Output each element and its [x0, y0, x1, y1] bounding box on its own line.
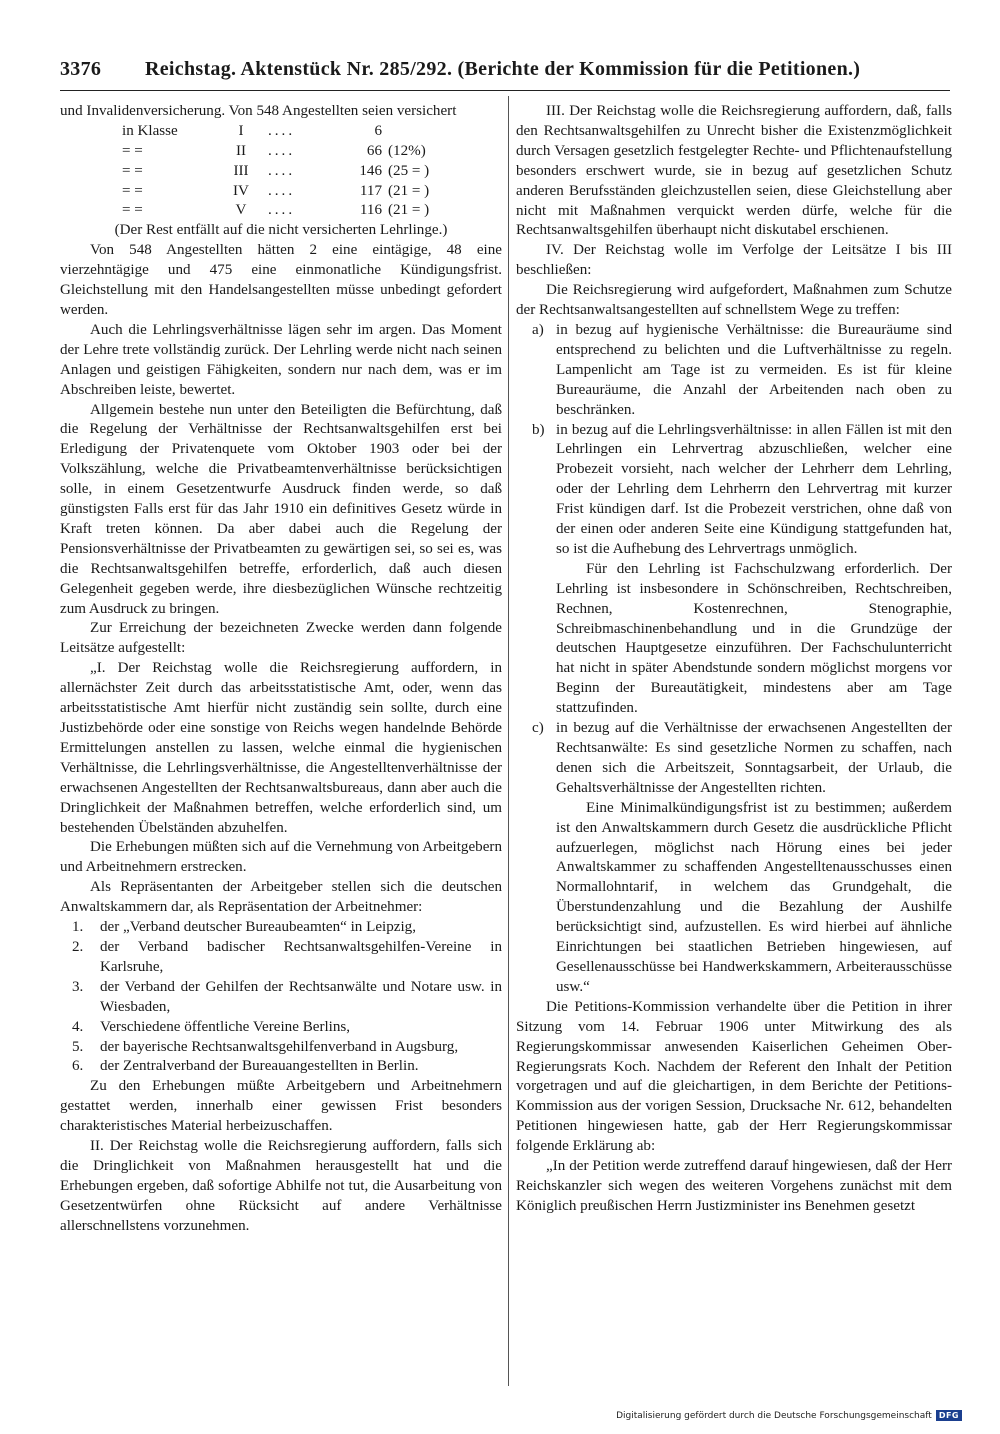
running-title: Reichstag. Aktenstück Nr. 285/292. (Berichte der Kommission für die Petitionen.) [145, 58, 861, 80]
paragraph: „In der Petition werde zutreffend darauf hingewiesen, daß der Herr Reichskanzler sich wegen des weiteren Vorgehens zunächst mit dem Königlich preußischen Herrn Justizminister ins Benehmen gesetzt [516, 1158, 952, 1214]
list-item: 3. der Verband der Gehilfen der Rechtsanwälte und Notare usw. in Wiesbaden, [72, 978, 502, 1015]
paragraph: Als Repräsentanten der Arbeitgeber stellen sich die deutschen Anwaltskammern dar, als Repräsentation der Arbeitnehmer: [60, 879, 502, 916]
page-number: 3376 [60, 58, 102, 80]
digitization-credit [616, 1410, 962, 1421]
paragraph: Zu den Erhebungen müßte Arbeitgebern und Arbeitnehmern gestattet werden, innerhalb einer gewissen Frist besonders charakteristisches Material herbeizuschaffen. [60, 1078, 502, 1135]
list-item: 6. der Zentralverband der Bureauangestellten in Berlin. [72, 1058, 419, 1075]
paragraph: Auch die Lehrlingsverhältnisse lägen sehr im argen. Das Moment der Lehre trete vollständig zurück. Der Lehrling werde nicht nach seinen Anlagen und geistigen Fähigkeiten, sondern nur nach dem, was er im Abschreiben leiste, bewertet. [60, 321, 502, 398]
list-item: 4. Verschiedene öffentliche Vereine Berlins, [72, 1018, 351, 1035]
sub-item-b: b) in bezug auf die Lehrlingsverhältnisse: in allen Fällen ist mit den Lehrlingen ein Lehrvertrag abzuschließen, welcher eine Probezeit vorsieht, nach welcher der Lehrherr dem Lehrling, oder der Lehrling dem Lehrherrn den Lehrvertrag mit kurzer Frist kündigen darf. Ist die Probezeit verstrichen, ohne daß von der einen oder anderen Seite eine Kündigung stattgefunden hat, so ist die Aufhebung des Lehrvertrags unmöglich. Für den Lehrling ist Fachschulzwang erforderlich. Der Lehrling ist insbesondere in Schönschreiben, Rechtschreiben, Rechnen, Kostenrechnen, Stenographie, Schreibmaschinenbehandlung und in die Grundzüge der deutschen Hauptgesetze einzuführen. Der Fachschulunterricht hat nicht in später Abendstunde sondern möglichst morgens vor Beginn der Bureautätigkeit, mindestens aber am Tage stattzufinden. [532, 421, 952, 717]
paragraph: und Invalidenversicherung. Von 548 Angestellten seien versichert [60, 103, 457, 119]
header-rule [60, 90, 950, 91]
paragraph: Die Reichsregierung wird aufgefordert, Maßnahmen zum Schutze der Rechtsanwaltsangestellten auf schnellstem Wege zu treffen: [516, 282, 952, 319]
organization-list [60, 918, 502, 1077]
paragraph: Von 548 Angestellten hätten 2 eine eintägige, 48 eine vierzehntägige und 475 eine einmonatliche Kündigungsfrist. Gleichstellung mit den Handelsangestellten müsse unbedingt gefordert werden. [60, 242, 502, 318]
right-column [516, 102, 952, 1217]
table-row: = = II .... 66 (12%) [122, 142, 426, 159]
left-column [60, 102, 502, 1237]
list-item: 2. der Verband badischer Rechtsanwaltsgehilfen-Vereine in Karlsruhe, [72, 938, 502, 975]
table-row: in Klasse I .... 6 [122, 122, 382, 139]
leitsatz-1: „I. Der Reichstag wolle die Reichsregierung auffordern, in allernächster Zeit durch das arbeitsstatistische Amt, oder, wenn das arbeitsstatistische Amt hierfür nicht zuständig sein sollte, durch eine Justizbehörde oder eine sonstige von Reichs wegen handelnde Behörde Ermittelungen anstellen zu lassen, welche einmal die hygienischen Verhältnisse, die Lehrlingsverhältnisse, die Angestelltenverhältnisse der erwachsenen Angestellten der Rechtsanwaltsbureaus, dann aber auch die Dringlichkeit der Maßnahmen betreffen, welche erforderlich sind, um bestehenden Übelständen abzuhelfen. [60, 660, 502, 836]
sub-item-a: a) in bezug auf hygienische Verhältnisse: die Bureauräume sind entsprechend zu belichten und die Luftverhältnisse zu regeln. Lampenlicht am Tage ist zu vermeiden. Es ist für kleine Bureauräume, die Anzahl der Arbeitenden nach oben zu beschränken. [532, 321, 952, 418]
paragraph: Die Petitions-Kommission verhandelte über die Petition in ihrer Sitzung vom 14. Februar 1906 unter Mitwirkung des als Regierungskommissar anwesenden Kaiserlichen Geheimen Ober-Regierungsrats Koch. Nachdem der Referent den Inhalt der Petition vorgetragen und auf die gleichartigen, in dem Berichte der Petitions-Kommission aus der vorigen Session, Drucksache Nr. 612, behandelten Petitionen hingewiesen hatte, gab der Herr Regierungskommissar folgende Erklärung ab: [516, 998, 952, 1155]
leitsatz-3: III. Der Reichstag wolle die Reichsregierung auffordern, daß, falls den Rechtsanwaltsgehilfen zu Unrecht bisher die Existenzmöglichkeit durch Versagen gesetzlich festgelegter Rechte- und Pflichtenaufstellung besonders erschwert wurde, sie in bezug auf gesetzlichen Schutz anderen Berufsständen gleichzustellen seien, diese Gleichstellung aber nicht mit Maßnahmen verquickt werden dürfe, welche für die Rechtsanwaltsgehilfen überhaupt nicht diskutabel erschienen. [516, 103, 952, 239]
table-row: = = III .... 146 (25 = ) [122, 162, 430, 179]
dfg-logo: DFG [936, 1410, 962, 1421]
list-item: 1. der „Verband deutscher Bureaubeamten“ in Leipzig, [72, 919, 416, 936]
leitsatz-4: IV. Der Reichstag wolle im Verfolge der Leitsätze I bis III beschließen: [516, 242, 952, 279]
list-item: 5. der bayerische Rechtsanwaltsgehilfenverband in Augsburg, [72, 1038, 459, 1055]
paragraph: Zur Erreichung der bezeichneten Zwecke werden dann folgende Leitsätze aufgestellt: [60, 620, 502, 657]
table-row: = = IV .... 117 (21 = ) [122, 182, 430, 199]
leitsatz-2: II. Der Reichstag wolle die Reichsregierung auffordern, falls sich die Dringlichkeit von Maßnahmen herausgestellt hat und die Erhebungen ergeben, daß sofortige Abhilfe not tut, die Ausarbeitung von Gesetzentwürfen ohne Rücksicht auf andere Verhältnisse allerschnellstens vorzunehmen. [60, 1138, 502, 1234]
paragraph: (Der Rest entfällt auf die nicht versicherten Lehrlinge.) [114, 222, 448, 239]
credit-text: Digitalisierung gefördert durch die Deutsche Forschungsgemeinschaft [616, 1410, 932, 1421]
page-header [60, 58, 940, 88]
column-divider [508, 96, 509, 1386]
paragraph: Die Erhebungen müßten sich auf die Vernehmung von Arbeitgebern und Arbeitnehmern erstrecken. [60, 839, 502, 876]
paragraph: Allgemein bestehe nun unter den Beteiligten die Befürchtung, daß die Regelung der Verhältnisse der Rechtsanwaltsgehilfen erst bei Erledigung der Privatenquete vom Oktober 1903 oder bei der Volkszählung, welche die Privatbeamtenverhältnisse berücksichtigen solle, in einem Gesetzentwurfe Ausdruck finden werde, so daß günstigsten Falls erst für das Jahr 1910 ein definitives Gesetz würde in Kraft treten können. Da aber dabei auch die Regelung der Pensionsverhältnisse der Privatbeamten zu gewärtigen sei, so sei es, was die Rechtsanwaltsgehilfen betreffe, erforderlich, daß auch diesen Gelegenheit gegeben werde, ihre diesbezüglichen Wünsche rechtzeitig zum Ausdruck zu bringen. [60, 401, 502, 617]
insurance-class-table [122, 122, 502, 221]
table-row: = = V .... 116 (21 = ) [122, 202, 430, 219]
sub-item-c: c) in bezug auf die Verhältnisse der erwachsenen Angestellten der Rechtsanwälte: Es sind gesetzliche Normen zu schaffen, nach denen sich die Arbeitszeit, Sonntagsarbeit, der Urlaub, die Gehaltsverhältnisse der Angestellten richten. Eine Minimalkündigungsfrist ist zu bestimmen; außerdem ist den Anwaltskammern durch Gesetz die ausdrückliche Pflicht aufzuerlegen, möglichst nach Hörung eines bei jeder Anwaltskammer zu schaffenden Angestelltenausschusses einen Normallohntarif, in welchem das Grundgehalt, die Überstundenzahlung und die Bezahlung der Aushilfe berücksichtigt sind, aufzustellen. Es wird hierbei auf ähnliche Einrichtungen bei staatlichen Betrieben hingewiesen, auf Gesellenausschüsse bei Handwerkskammern, Arbeiterausschüsse usw.“ [532, 720, 952, 995]
